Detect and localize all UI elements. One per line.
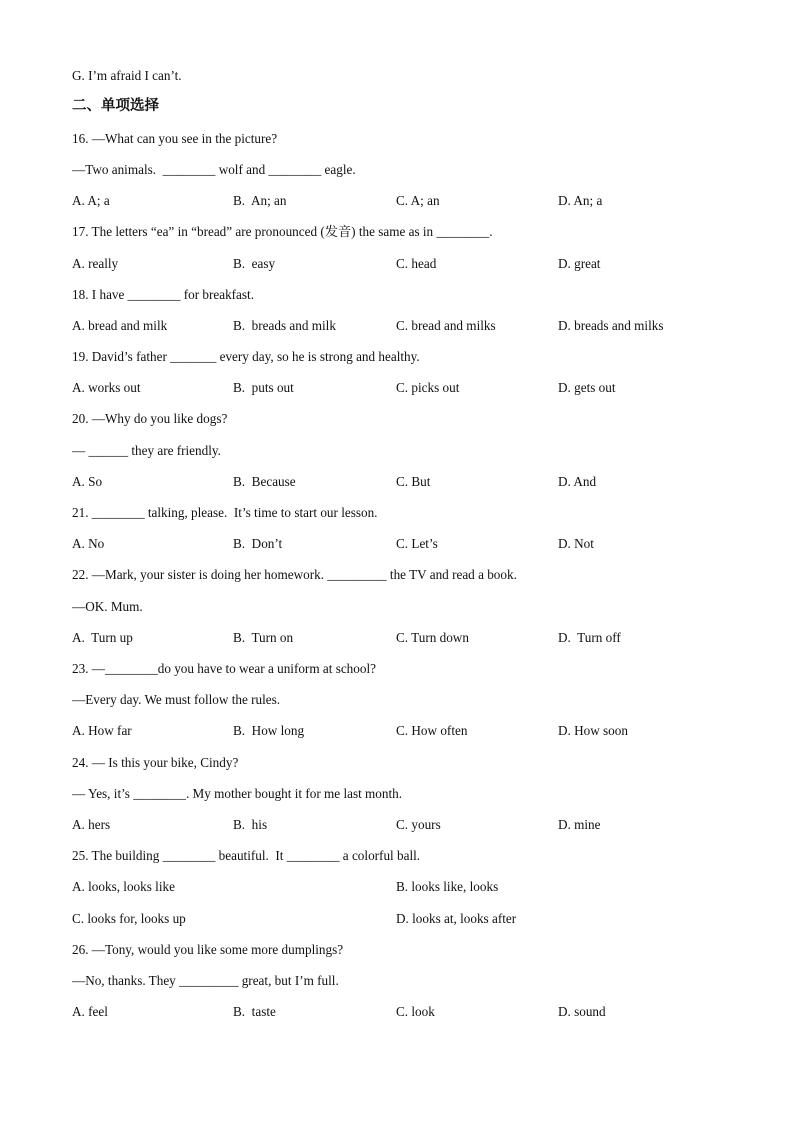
question-23-line-1: 23. —________do you have to wear a uniform at school? (72, 661, 376, 676)
question-19-option-b: B. puts out (233, 380, 294, 395)
question-17-option-d: D. great (558, 256, 601, 271)
question-26-option-b: B. taste (233, 1004, 276, 1019)
question-25-option-c: C. looks for, looks up (72, 911, 186, 926)
question-24-option-c: C. yours (396, 817, 441, 832)
question-23-line-2: —Every day. We must follow the rules. (72, 692, 281, 707)
question-23-option-a: A. How far (72, 723, 132, 738)
question-16-option-a: A. A; a (72, 193, 110, 208)
question-24-option-b: B. his (233, 817, 268, 832)
question-16-line-2: —Two animals. ________ wolf and ________ eagle. (72, 162, 356, 177)
question-19-option-a: A. works out (72, 380, 141, 395)
question-25-option-a: A. looks, looks like (72, 879, 175, 894)
question-22-option-b: B. Turn on (233, 630, 294, 645)
question-23-option-b: B. How long (233, 723, 305, 738)
question-20-line-2: — ______ they are friendly. (72, 443, 221, 458)
question-21-line-1: 21. ________ talking, please. It’s time to start our lesson. (72, 505, 378, 520)
question-16-line-1: 16. —What can you see in the picture? (72, 131, 278, 146)
question-24-line-2: — Yes, it’s ________. My mother bought it for me last month. (72, 786, 403, 801)
question-25-option-d: D. looks at, looks after (396, 911, 517, 926)
question-18-option-b: B. breads and milk (233, 318, 336, 333)
question-17-option-b: B. easy (233, 256, 276, 271)
question-26-line-1: 26. —Tony, would you like some more dumplings? (72, 942, 344, 957)
question-20-option-c: C. But (396, 474, 431, 489)
question-26-line-2: —No, thanks. They _________ great, but I’m full. (72, 973, 339, 988)
question-18-option-a: A. bread and milk (72, 318, 168, 333)
question-20-option-d: D. And (558, 474, 597, 489)
question-18-option-d: D. breads and milks (558, 318, 664, 333)
top-option: G. I’m afraid I can’t. (72, 68, 182, 83)
question-21-option-b: B. Don’t (233, 536, 283, 551)
question-18-line-1: 18. I have ________ for breakfast. (72, 287, 255, 302)
question-20-option-b: B. Because (233, 474, 296, 489)
question-20-option-a: A. So (72, 474, 103, 489)
question-22-option-a: A. Turn up (72, 630, 133, 645)
question-20-line-1: 20. —Why do you like dogs? (72, 411, 228, 426)
question-26-option-d: D. sound (558, 1004, 606, 1019)
question-22-option-d: D. Turn off (558, 630, 621, 645)
question-19-line-1: 19. David’s father _______ every day, so he is strong and healthy. (72, 349, 420, 364)
question-25-option-b: B. looks like, looks (396, 879, 499, 894)
question-17-option-a: A. really (72, 256, 119, 271)
question-22-line-2: —OK. Mum. (72, 599, 143, 614)
question-22-line-1: 22. —Mark, your sister is doing her homework. _________ the TV and read a book. (72, 567, 517, 582)
question-21-option-c: C. Let’s (396, 536, 438, 551)
question-26-option-a: A. feel (72, 1004, 108, 1019)
question-24-option-d: D. mine (558, 817, 601, 832)
question-19-option-d: D. gets out (558, 380, 616, 395)
question-19-option-c: C. picks out (396, 380, 460, 395)
question-18-option-c: C. bread and milks (396, 318, 496, 333)
question-25-line-1: 25. The building ________ beautiful. It ________ a colorful ball. (72, 848, 421, 863)
question-16-option-b: B. An; an (233, 193, 287, 208)
question-24-option-a: A. hers (72, 817, 111, 832)
question-16-option-c: C. A; an (396, 193, 440, 208)
question-23-option-d: D. How soon (558, 723, 628, 738)
question-22-option-c: C. Turn down (396, 630, 469, 645)
section-title: 二、单项选择 (72, 98, 159, 114)
question-21-option-a: A. No (72, 536, 105, 551)
question-23-option-c: C. How often (396, 723, 468, 738)
question-17-line-1: 17. The letters “ea” in “bread” are pronounced (发音) the same as in ________. (72, 224, 493, 239)
question-17-option-c: C. head (396, 256, 437, 271)
question-26-option-c: C. look (396, 1004, 435, 1019)
question-16-option-d: D. An; a (558, 193, 603, 208)
question-21-option-d: D. Not (558, 536, 594, 551)
question-24-line-1: 24. — Is this your bike, Cindy? (72, 755, 239, 770)
